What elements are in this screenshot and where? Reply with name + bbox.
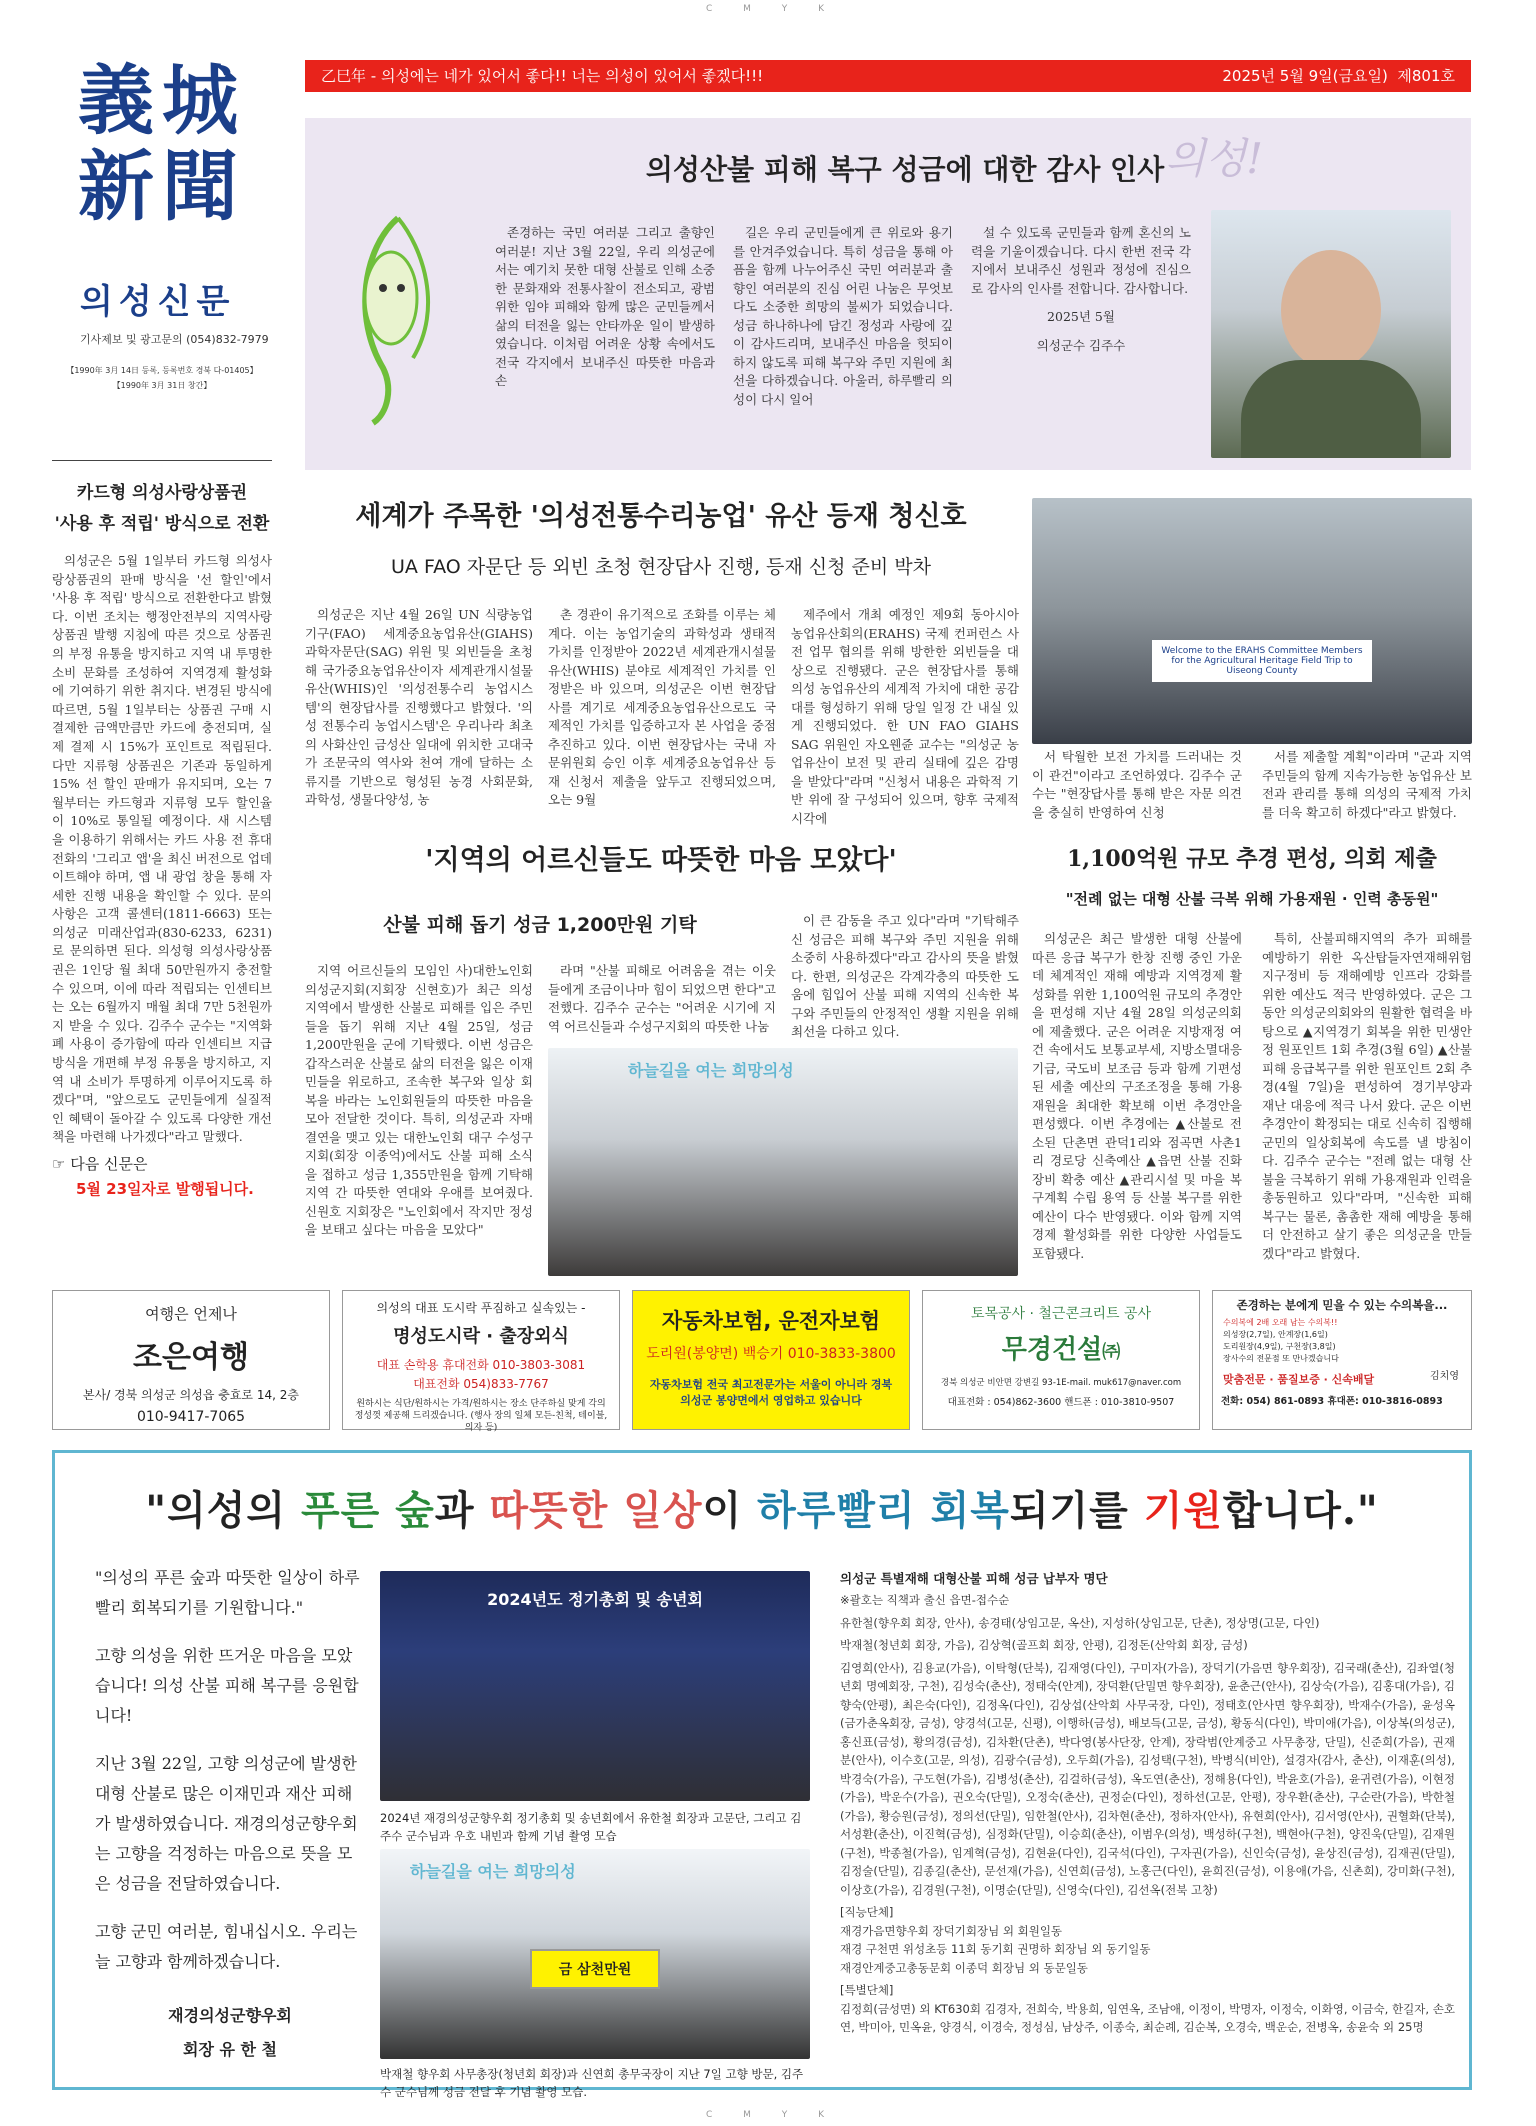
side-article (52, 478, 272, 1199)
donor-list-note: ※괄호는 직책과 출신 읍면-접수순 (840, 1593, 1010, 1607)
headline-part: 푸른 숲 (300, 1487, 435, 1534)
meeting-photo-title: 2024년도 정기총회 및 송년회 (487, 1590, 703, 1609)
donor-list-item: 재경 구천면 위성초등 11회 동기회 권명하 회장님 외 동기일동 (840, 1942, 1151, 1956)
headline-part: 합니다." (1223, 1487, 1379, 1534)
header-bar (305, 60, 1471, 92)
ad-travel-top: 여행은 언제나 (145, 1305, 237, 1323)
ad-travel-name: 조은여행 (133, 1340, 249, 1375)
heritage-col-1: 의성군은 지난 4월 26일 UN 식량농업기구(FAO) 세계중요농업유산(GIAHS) 과학자문단(SAG) 위원 및 외빈들을 초청해 국가중요농업유산이자 세계관개시설물유산(WHIS)인 '의성전통수리 농업시스템'의 현장답사를 진행했다고 밝혔다. '의성 전통수리 농업시스템'은 우리나라 최초의 사화산인 금성산 일대에 위치한 고대국가 조문국의 역사와 천여 개에 달하는 소류지를 기반으로 형성된 농경 사회문화, 과학성, 생물다양성, 농 (305, 607, 533, 807)
ad-travel-phone: 010-9417-7065 (136, 1409, 246, 1425)
thanks-col-1: 존경하는 국민 여러분 그리고 출향인 여러분! 지난 3월 22일, 우리 의성군에서는 예기치 못한 대형 산불로 인해 소중한 문화재와 전통사찰이 전소되고, 광범위한 임야 피해와 함께 많은 군민들께서 삶의 터전을 잃는 안타까운 일이 발생하였습니다. 이처럼 어려운 상황 속에서도 전국 각지에서 보내주신 따뜻한 마음과 손 (495, 225, 715, 388)
masthead-char: 義 (78, 56, 162, 145)
thanks-title: 의성산불 피해 복구 성금에 대한 감사 인사 (645, 153, 1165, 186)
budget-title: 1,100억원 규모 추경 편성, 의회 제출 (1067, 846, 1437, 872)
ad-insurance-note: 자동차보험 전국 최고전문가는 서울이 아니라 경북 의성군 봉양면에서 영업하고 있습니다 (649, 1378, 893, 1407)
donation-banner (52, 1450, 1472, 2099)
ad-construction-top: 토목공사 · 철근콘크리트 공사 (970, 1306, 1152, 1322)
ad-lunchbox-top: 의성의 대표 도시락 푸짐하고 실속있는 - (376, 1301, 586, 1315)
ad-travel-address: 본사/ 경북 의성군 의성읍 충효로 14, 2층 (83, 1388, 299, 1402)
headline-part: "의성의 (145, 1487, 301, 1534)
banner-headline (55, 1479, 1469, 1536)
heritage-subtitle: UA FAO 자문단 등 외빈 초청 현장답사 진행, 등재 신청 준비 박차 (391, 556, 931, 578)
donor-list-title: 의성군 특별재해 대형산불 피해 성금 납부자 명단 (840, 1571, 1108, 1586)
donor-list (840, 1569, 1455, 2037)
ad-travel (52, 1290, 330, 1430)
elders-col-3: 이 큰 감동을 주고 있다"라며 "기탁해주신 성금은 피해 복구와 주민 지원을 위해 소중히 사용하겠다"라고 감사의 뜻을 밝혔다. 한편, 의성군은 각계각층의 따뜻한 도움에 힘입어 산불 피해 지역의 신속한 복구와 주민들의 안정적인 생활 지원을 위해 최선을 다하고 있다. (791, 913, 1019, 1039)
headline-part: 이 (702, 1487, 758, 1534)
next-issue-date: 5월 23일자로 발행됩니다. (76, 1180, 254, 1198)
ad-construction-mark: ㈜ (1102, 1342, 1121, 1363)
headline-part: 되기를 (1009, 1487, 1144, 1534)
ad-construction-address: 경북 의성군 비안면 강변길 93-1E-mail. muk617@naver.com (940, 1378, 1182, 1388)
thanks-col-3: 설 수 있도록 군민들과 함께 혼신의 노력을 기울이겠습니다. 다시 한번 전국 각지에서 보내주신 성원과 정성에 진심으로 감사의 인사를 전합니다. 감사합니다. (971, 225, 1191, 296)
thanks-date: 2025년 5월 (1047, 309, 1115, 324)
governor-portrait (1211, 210, 1451, 458)
donor-list-item: 유한철(향우회 회장, 안사), 송경태(상임고문, 옥산), 지성하(상임고문, 단촌), 정상명(고문, 다인) (840, 1615, 1320, 1630)
ad-shroud-line: 장사수의 전문점 또 만나겠습니다 (1223, 1354, 1339, 1363)
founding-date: 【1990年 3月 31日 창간】 (112, 381, 212, 390)
headline-part: 하루빨리 회복 (757, 1487, 1010, 1534)
donor-list-item: [특별단체] (840, 1983, 894, 1997)
heritage-col-5: 서를 제출할 계획"이라며 "군과 지역주민들의 함께 지속가능한 농업유산 보전과 관리를 통해 의성의 국제적 가치를 더욱 확고히 하겠다"라고 밝혔다. (1262, 749, 1472, 820)
masthead-char: 城 (162, 56, 246, 145)
ad-lunchbox-rep: 대표 손학용 휴대전화 010-3803-3081 (376, 1358, 586, 1372)
thanks-signer: 의성군수 김주수 (1036, 337, 1126, 353)
side-title-2: '사용 후 적립' 방식으로 전환 (54, 514, 270, 534)
header-slogan: 乙巳年 - 의성에는 네가 있어서 좋다!! 너는 의성이 있어서 좋겠다!!! (321, 67, 764, 85)
ad-insurance (632, 1290, 910, 1430)
ad-construction-name: 무경건설 (1001, 1335, 1103, 1365)
letter-para: 고향 군민 여러분, 힘내십시오. 우리는 늘 고향과 함께하겠습니다. (95, 1922, 358, 1971)
donation-photo-caption: 박재철 향우회 사무총장(청년회 회장)과 신연희 총무국장이 지난 7일 고향 방문, 김주수 군수님께 성금 전달 후 기념 촬영 모습. (380, 2067, 804, 2099)
budget-subtitle: "전례 없는 대형 산불 극복 위해 가용재원 · 인력 총동원" (1065, 890, 1439, 908)
ad-shroud-brand: 맞춤전문 · 품질보증 · 신속배달 (1223, 1373, 1375, 1386)
issue-number: 제801호 (1397, 67, 1455, 85)
thanks-col-2: 길은 우리 군민들에게 큰 위로와 용기를 안겨주었습니다. 특히 성금을 통해 아픔을 함께 나누어주신 국민 여러분과 출향인 여러분의 진심 어린 나눔은 무엇보다도 소중한 희망의 불씨가 되었습니다. 성금 하나하나에 담긴 정성과 사랑에 깊이 감사드리며, 보내주신 마음을 헛되이 하지 않도록 피해 복구와 주민 지원에 최선을 다하겠습니다. 아울러, 하루빨리 의성이 다시 일어 (733, 225, 953, 407)
elders-col-2: 라며 "산불 피해로 어려움을 겪는 이웃들에게 조금이나마 힘이 되었으면 한다"고 전했다. 김주수 군수는 "어려운 시기에 지역 어르신들과 수성구지회의 따뜻한 나눔 (548, 963, 776, 1034)
elders-subtitle: 산불 피해 돕기 성금 1,200만원 기탁 (383, 914, 697, 936)
ad-construction-phone: 대표전화 : 054)862-3600 핸드폰 : 010-3810-9507 (947, 1397, 1175, 1408)
letter-org: 재경의성군향우회 (168, 2006, 292, 2025)
letter-para: "의성의 푸른 숲과 따뜻한 일상이 하루빨리 회복되기를 기원합니다." (95, 1568, 360, 1617)
donor-list-item: 재경안계중고총동문회 이종덕 회장님 외 동문일동 (840, 1960, 1088, 1975)
meeting-photo-caption: 2024년 재경의성군향우회 정기총회 및 송년회에서 유한철 회장과 고문단, 그리고 김주수 군수님과 우호 내빈과 함께 기념 촬영 모습 (380, 1811, 802, 1843)
headline-part: 따뜻한 일상 (489, 1487, 703, 1534)
heritage-group-photo (1032, 498, 1472, 744)
next-issue-note: ☞ 다음 신문은 (52, 1155, 148, 1173)
heritage-col-3: 제주에서 개최 예정인 제9회 동아시아농업유산회의(ERAHS) 국제 컨퍼런스 사전 업무 협의를 위해 방한한 외빈들을 대상으로 진행됐다. 군은 현장답사를 통해 의성 농업유산의 세계적 가치에 대한 공감대를 형성하기 위해 당일 일정 간 내실 있게 진행되었다. 한 UN FAO GIAHS SAG 위원인 자오웬쥰 교수는 "의성군 농업유산이 보전 및 관리 실태에 깊은 감명을 받았다"라며 "신청서 내용은 과학적 기반 위에 잘 구성되어 있으며, 향후 국제적 시각에 (791, 607, 1019, 826)
masthead-hangul: 의성신문 (80, 282, 236, 322)
ad-shroud-owner: 김치영 (1430, 1371, 1459, 1382)
donor-list-item: 김정희(금성면) 외 KT630회 김경자, 전희숙, 박용희, 임연옥, 조남애, 이정이, 박명자, 이정숙, 이화영, 이금숙, 한길자, 손호연, 박미아, 민옥윤, 양경식, 이경숙, 정성심, 남상주, 이종숙, 최순례, 김순복, 오경숙, 백운순, 전병옥, 송윤숙 외 25명 (840, 2001, 1455, 2034)
ad-lunchbox-phone: 대표전화 054)833-7767 (413, 1377, 549, 1391)
elders-photo-caption: 하늘길을 여는 희망의성 (628, 1061, 794, 1080)
letter-para: 고향 의성을 위한 뜨거운 마음을 모았습니다! 의성 산불 피해 복구를 응원합니다! (95, 1646, 359, 1725)
elders-col-1: 지역 어르신들의 모임인 사)대한노인회 의성군지회(지회장 신현호)가 최근 의성 지역에서 발생한 산불로 피해를 입은 주민들을 돕기 위해 지난 4월 25일, 성금 1,200만원을 군에 기탁했다. 이번 성금은 갑작스러운 산불로 삶의 터전을 잃은 이재민들을 위로하고, 조속한 복구와 일상 회복을 바라는 노인회원들의 따뜻한 마음을 모아 전달한 것이다. 특히, 의성군과 자매결연을 맺고 있는 대한노인회 대구 수성구지회(회장 이종억)에서도 산불 피해 소식을 접하고 성금 1,355만원을 함께 기탁해 지역 간 따뜻한 연대와 우애를 보여줬다. 신원호 지회장은 "노인회에서 작지만 정성을 보태고 싶다는 마음을 모았다" (305, 963, 533, 1237)
donor-list-item: 박재철(청년회 회장, 가음), 김상혁(골프회 회장, 안평), 김정돈(산악회 회장, 금성) (840, 1638, 1248, 1652)
registration-info: 【1990年 3月 14日 등록, 등록번호 경북 다-01405】 (66, 366, 258, 375)
letter-para: 지난 3월 22일, 고향 의성군에 발생한 대형 산불로 많은 이재민과 재산 피해가 발생하였습니다. 재경의성군향우회는 고향을 걱정하는 마음으로 뜻을 모은 성금을 전달하였습니다. (95, 1754, 358, 1893)
donor-list-item: 재경가음면향우회 장덕기회장님 외 회원일동 (840, 1923, 1063, 1938)
ad-shroud-line: 도리원장(4,9일), 구천장(3,8일) (1223, 1342, 1336, 1351)
masthead (52, 58, 272, 391)
budget-col-2: 특히, 산불피해지역의 추가 피해를 예방하기 위한 옥산탑들자연재해위험지구정비 등 재해예방 인프라 강화를 위한 예산도 적극 반영하였다. 군은 그동안 의성군의회와의 원활한 협력을 바탕으로 ▲지역경기 회복을 위한 민생안정 원포인트 1회 추경(3월 6일) ▲산불피해 응급복구를 위한 원포인트 2회 추경(4월 7일)을 편성하여 경기부양과 재난 대응에 적극 나서 왔다. 군은 이번 추경안이 확정되는 대로 신속히 집행해 군민의 일상회복에 속도를 낼 방침이다. 김주수 군수는 "전례 없는 대형 산불을 극복하기 위해 가용재원과 인력을 총동원하고 있다"라며, "신속한 피해 복구는 물론, 촘촘한 재해 예방을 통해 더 안전하고 살기 좋은 의성군을 만들겠다"라고 밝혔다. (1262, 931, 1472, 1261)
heritage-title: 세계가 주목한 '의성전통수리농업' 유산 등재 청신호 (355, 501, 967, 532)
heritage-col-4: 서 탁월한 보전 가치를 드러내는 것이 관건"이라고 조언하였다. 김주수 군수는 "현장답사를 통해 받은 자문 의견을 충실히 반영하여 신청 (1032, 749, 1242, 820)
cmyk-marks-bottom: C M Y K (706, 2110, 839, 2120)
elders-photo (548, 1048, 1018, 1276)
ad-shroud-top: 존경하는 분에게 믿을 수 있는 수의복을... (1236, 1298, 1448, 1312)
side-title-1: 카드형 의성사랑상품권 (76, 483, 248, 503)
masthead-contact: 기사제보 및 광고문의 (054)832-7979 (80, 333, 269, 346)
ad-lunchbox (342, 1290, 620, 1433)
headline-part: 기원 (1143, 1487, 1224, 1534)
ad-shroud-line: 의성장(2,7일), 안계장(1,6일) (1223, 1330, 1328, 1339)
donation-board: 금 삼천만원 (530, 1949, 660, 1989)
cmyk-marks-top: C M Y K (706, 4, 839, 14)
ad-insurance-rep: 도리원(봉양면) 백승기 010-3833-3800 (646, 1346, 896, 1362)
masthead-char: 聞 (162, 142, 246, 231)
masthead-divider (52, 460, 272, 461)
thanks-section (305, 118, 1471, 470)
ad-lunchbox-name: 명성도시락 · 출장외식 (393, 1326, 569, 1347)
ad-insurance-name: 자동차보험, 운전자보험 (661, 1309, 881, 1333)
elders-title: '지역의 어르신들도 따뜻한 마음 모았다' (425, 845, 897, 876)
ad-construction (922, 1290, 1200, 1430)
welcome-banner: Welcome to the ERAHS Committee Members for the Agricultural Heritage Field Trip to Uiseong County (1152, 640, 1372, 682)
banner-letter (95, 1563, 365, 2065)
ad-shroud-line: 수의복에 2배 오래 남는 수의복!! (1223, 1318, 1338, 1327)
mascot-logo-icon (343, 188, 453, 428)
side-body: 의성군은 5월 1일부터 카드형 의성사랑상품권의 판매 방식을 '선 할인'에서 '사용 후 적립' 방식으로 전환한다고 밝혔다. 이번 조치는 행정안전부의 지역사랑상품권 발행 지침에 따른 것으로 상품권의 부정 유통을 방지하고 지역 내 투명한 소비 문화를 조성하여 지역경제 활성화에 기여하기 위한 취지다. 변경된 방식에 따르면, 5월 1일부터는 상품권 구매 시 결제한 금액만큼만 카드에 충전되며, 실제 결제 시 15%가 포인트로 적립된다. 다만 지류형 상품권은 기존과 동일하게 15% 선 할인 판매가 유지되며, 오는 7월부터는 카드형과 지류형 모두 할인율이 10%로 통일될 예정이다. 새 시스템을 이용하기 위해서는 카드 사용 전 휴대전화의 '그리고 앱'을 최신 버전으로 업데이트해야 하며, 앱 내 광업 창을 통해 자세한 진행 내용을 확인할 수 있다. 문의사항은 고객 콜센터(1811-6663) 또는 의성군 미래산업과(830-6233, 6231)로 문의하면 된다. 의성형 의성사랑상품권은 1인당 월 최대 50만원까지 충전할 수 있으며, 이에 따라 적립되는 인센티브는 오는 6월까지 매월 최대 7만 5천원까지 받을 수 있다. 김주수 군수는 "지역화폐 사용이 증가함에 따라 인센티브 지급 방식을 개편해 부정 유통을 방지하고, 지역 내 소비가 투명하게 이루어지도록 하겠다"며, "앞으로도 군민들에게 실질적인 혜택이 돌아갈 수 있도록 다양한 개선책을 마련해 나가겠다"라고 말했다. (52, 553, 272, 1145)
heritage-col-2: 촌 경관이 유기적으로 조화를 이루는 체계다. 이는 농업기술의 과학성과 생태적 가치를 인정받아 2022년 세계관개시설물유산(WHIS) 분야로 세계적인 가치를 인정받은 바 있으며, 의성군은 이번 현장답사를 계기로 세계중요농업유산으로도 국제적인 가치를 입증하고자 본 사업을 중점 추진하고 있다. 이번 현장답사는 국내 자문위원회 승인 이후 세계중요농업유산 등재 신청서 제출을 앞두고 진행되었으며, 오는 9월 (548, 607, 776, 807)
ad-lunchbox-note: 원하시는 식단/원하시는 가격/원하시는 장소 단주하실 맞게 각의 정성껏 제공해 드리겠습니다. (행사 장의 일체 모든-친척, 테이블, 의자 등) (354, 1399, 608, 1433)
ad-shroud-phone: 전화: 054) 861-0893 휴대폰: 010-3816-0893 (1221, 1396, 1443, 1407)
headline-part: 과 (434, 1487, 490, 1534)
budget-col-1: 의성군은 최근 발생한 대형 산불에 따른 응급 복구가 한창 진행 중인 가운데 체계적인 재해 예방과 지역경제 활성화를 위한 1,100억원 규모의 추경안을 편성해 지난 4월 28일 의성군의회에 제출했다. 군은 어려운 지방재정 여건 속에서도 보통교부세, 지방소멸대응기금, 국도비 보조금 등과 함께 기편성된 세출 예산의 구조조정을 통해 가용 재원을 최대한 확보해 이번 추경안을 편성했다. 이번 추경에는 ▲산불로 전소된 단촌면 관덕1리와 점곡면 사촌1리 경로당 신축예산 ▲읍면 산불 진화장비 확충 예산 ▲관리시설 및 마을 복구계획 수립 용역 등 산불 복구를 위한 예산이 다수 반영됐다. 이와 함께 지역경제 활성화를 위한 다양한 사업들도 포함됐다. (1032, 931, 1242, 1261)
issue-date: 2025년 5월 9일(금요일) (1222, 67, 1388, 85)
donor-list-item: 김영희(안사), 김용교(가음), 이탁형(단북), 김재영(다인), 구미자(가음), 장덕기(가음면 향우회장), 김국래(춘산), 김좌열(청년회 명예회장, 구천), 김성숙(춘산), 정태숙(안계), 장덕환(단밀면 향우회장), 윤춘근(안사), 김상숙(가음), 김홍대(가음), 김향숙(안평), 최은숙(다인), 김정옥(다인), 김상섭(산악회 사무국장, 다인), 정태호(안사면 향우회장), 박재수(가음), 윤성옥(금가춘옥회장, 금성), 양경석(고문, 신평), 이행하(금성), 배보득(고문, 금성), 황동식(다인), 박미애(가음), 이상복(의성군), 홍신표(금성), 황의경(금성), 김차환(단촌), 박다영(봉사단장, 안계), 장락범(안계중고 사무총장, 단밀), 신준희(가음), 권재분(안사), 이수호(고문, 의성), 김광수(금성), 오두희(가음), 김성택(구천), 박병식(비안), 설경자(감사, 춘산), 이재훈(의성), 박경숙(가음), 구도현(가음), 김병성(춘산), 김걸하(금성), 옥도연(춘산), 정해용(다인), 박윤호(가음), 윤귀련(가음), 이현정(가음), 박운수(가음), 권오숙(단밀), 오정숙(춘산), 권정순(다인), 정하선(고문, 안평), 장우환(춘산), 구순란(가음), 박한철(가음), 황승원(금성), 정의선(단밀), 임한철(안사), 김차현(춘산), 정하자(안사), 유현희(안사), 김서영(안사), 권혈화(단북), 서성환(춘산), 이진혁(금성), 심정화(단밀), 이승희(춘산), 이범우(의성), 백성하(구천), 백현아(구천), 양진욱(단밀), 김재원(구천), 박종철(가음), 임계혁(금성), 김현윤(다인), 김국석(다인), 구자권(가음), 신인숙(금성), 윤상진(금성), 김재권(단밀), 김정술(단밀), 김종길(춘산), 문선재(가음), 신연희(금성), 노홍근(다인), 윤희진(금성), 이용애(가음, 신촌희), 강미화(구천), 이상호(가음), 김경원(구천), 이명순(단밀), 신영숙(다인), 김선옥(전북 고창) (840, 1660, 1455, 1897)
donation-photo-title: 하늘길을 여는 희망의성 (410, 1862, 576, 1881)
donor-list-item: [직능단체] (840, 1905, 894, 1919)
letter-chair: 회장 유 한 철 (183, 2040, 277, 2059)
calligraphy-mark: 의성! (1165, 134, 1264, 183)
donation-photo (380, 1849, 810, 2059)
masthead-char: 新 (78, 142, 162, 231)
ad-shroud (1212, 1290, 1472, 1430)
general-meeting-photo (380, 1571, 810, 1801)
